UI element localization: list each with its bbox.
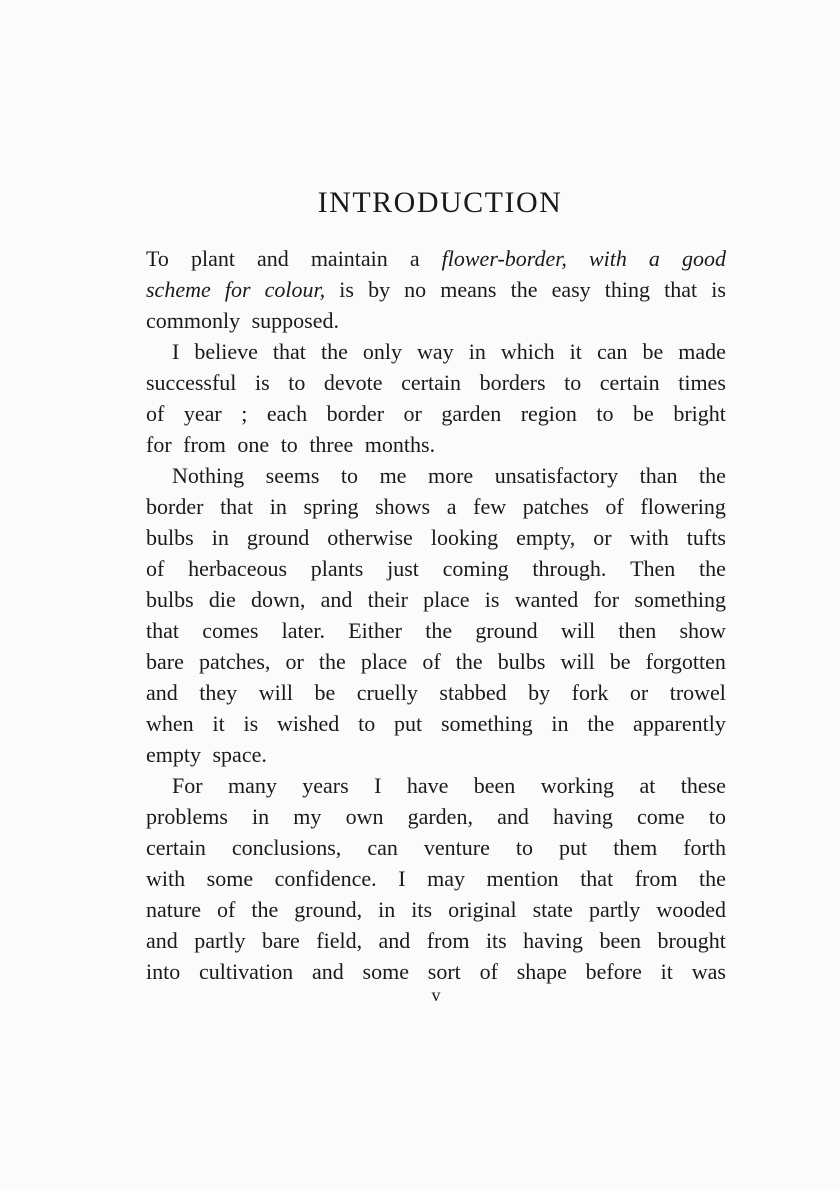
word: the (699, 556, 726, 581)
word: own (345, 804, 384, 829)
word: patches, (198, 649, 271, 674)
word: border (326, 401, 385, 426)
text-line (146, 274, 726, 305)
word: bulbs (146, 587, 194, 612)
text-line (146, 460, 726, 491)
word: at (639, 773, 656, 798)
word: to (515, 835, 533, 860)
word: years (302, 773, 349, 798)
word: these (680, 773, 726, 798)
word: means (440, 277, 497, 302)
word: or (403, 401, 422, 426)
word: they (199, 680, 238, 705)
word: seems (265, 463, 320, 488)
word: through. (532, 556, 607, 581)
word: shape (516, 959, 567, 984)
word: wanted (514, 587, 579, 612)
word: space. (212, 742, 267, 767)
text-line (146, 863, 726, 894)
text-line (146, 832, 726, 863)
word: of (146, 556, 165, 581)
word: that (272, 339, 306, 364)
word: wished (276, 711, 340, 736)
word: is (711, 277, 726, 302)
word: have (406, 773, 449, 798)
word: just (387, 556, 419, 581)
word: some (206, 866, 254, 891)
page-number: v (431, 985, 441, 1005)
word: flower-border, (441, 246, 567, 271)
word: be (633, 401, 654, 426)
word: mention (486, 866, 559, 891)
word: having (553, 804, 613, 829)
text-line (146, 770, 726, 801)
word: and (146, 928, 178, 953)
word: the (251, 897, 279, 922)
word: times (678, 370, 726, 395)
body-text (146, 243, 726, 987)
word: something (634, 587, 726, 612)
word: herbaceous (188, 556, 288, 581)
word: partly (194, 928, 246, 953)
word: be (609, 649, 631, 674)
word: the (587, 711, 615, 736)
word: may (427, 866, 465, 891)
word: garden (441, 401, 502, 426)
word: colour, (264, 277, 326, 302)
chapter-title: INTRODUCTION (317, 186, 563, 219)
word: Then (630, 556, 676, 581)
word: looking (430, 525, 499, 550)
word: only (362, 339, 402, 364)
word: put (559, 835, 588, 860)
word: of (422, 649, 441, 674)
word: maintain (310, 246, 388, 271)
word: will (258, 680, 293, 705)
word: commonly (146, 308, 241, 333)
word: is (243, 711, 259, 736)
word: in (211, 525, 229, 550)
word: coming (442, 556, 509, 581)
text-line (146, 491, 726, 522)
word: later. (281, 618, 326, 643)
word: I (374, 773, 382, 798)
word: my (293, 804, 322, 829)
word: from (183, 432, 226, 457)
word: apparently (633, 711, 726, 736)
text-line (146, 677, 726, 708)
word: its (485, 928, 507, 953)
word: venture (423, 835, 490, 860)
word: it (569, 339, 582, 364)
word: ground (246, 525, 310, 550)
word: forth (683, 835, 726, 860)
word: comes (202, 618, 259, 643)
word: spring (303, 494, 359, 519)
word: partly (588, 897, 641, 922)
word: successful (146, 370, 237, 395)
word: region (520, 401, 577, 426)
text-line (146, 615, 726, 646)
word: place (423, 587, 470, 612)
word: I (172, 339, 180, 364)
text-line (146, 367, 726, 398)
text-line (146, 553, 726, 584)
word: by (368, 277, 391, 302)
word: or (629, 680, 649, 705)
text-line (146, 925, 726, 956)
word: been (473, 773, 516, 798)
word: and (320, 587, 353, 612)
word: the (699, 463, 726, 488)
word: ground (475, 618, 538, 643)
word: bulbs (146, 525, 194, 550)
word: many (227, 773, 277, 798)
word: is (254, 370, 270, 395)
text-line (146, 739, 726, 770)
word: bare (261, 928, 300, 953)
word: three (309, 432, 354, 457)
word: Nothing (172, 463, 245, 488)
word: few (473, 494, 507, 519)
word: nature (146, 897, 201, 922)
word: months. (364, 432, 436, 457)
word: working (540, 773, 615, 798)
word: and (146, 680, 178, 705)
word: one (237, 432, 270, 457)
word: easy (551, 277, 591, 302)
word: plants (310, 556, 364, 581)
word: die (208, 587, 236, 612)
word: certain (401, 370, 461, 395)
text-line (146, 336, 726, 367)
word: Either (348, 618, 402, 643)
word: border (146, 494, 204, 519)
word: into (146, 959, 181, 984)
word: ; (241, 401, 248, 426)
word: with (146, 866, 186, 891)
word: bright (673, 401, 726, 426)
word: to (564, 370, 582, 395)
word: place (360, 649, 408, 674)
word: otherwise (327, 525, 413, 550)
word: some (362, 959, 409, 984)
word: than (639, 463, 678, 488)
word: in (468, 339, 486, 364)
word: bulbs (497, 649, 546, 674)
word: borders (479, 370, 546, 395)
word: the (318, 649, 346, 674)
word: the (320, 339, 348, 364)
word: of (146, 401, 165, 426)
text-line (146, 398, 726, 429)
word: thing (604, 277, 651, 302)
word: wooded (656, 897, 726, 922)
word: plant (190, 246, 235, 271)
word: each (266, 401, 308, 426)
word: in (378, 897, 396, 922)
word: and (378, 928, 411, 953)
word: come (637, 804, 685, 829)
word: when (146, 711, 194, 736)
word: garden, (407, 804, 473, 829)
word: then (618, 618, 657, 643)
word: before (585, 959, 642, 984)
word: scheme (146, 277, 211, 302)
word: tufts (686, 525, 726, 550)
word: of (217, 897, 236, 922)
word: ground, (294, 897, 363, 922)
word: and (257, 246, 289, 271)
word: from (634, 866, 678, 891)
word: having (523, 928, 584, 953)
word: certain (599, 370, 660, 395)
word: of (479, 959, 498, 984)
word: empty (146, 742, 201, 767)
word: it (660, 959, 673, 984)
word: their (367, 587, 408, 612)
word: believe (194, 339, 258, 364)
text-line (146, 429, 726, 460)
word: them (613, 835, 658, 860)
word: sort (427, 959, 461, 984)
word: to (358, 711, 376, 736)
word: good (681, 246, 726, 271)
word: be (314, 680, 336, 705)
word: to (340, 463, 359, 488)
word: and (311, 959, 344, 984)
word: that (664, 277, 698, 302)
word: cruelly (356, 680, 418, 705)
word: problems (146, 804, 228, 829)
word: that (220, 494, 254, 519)
word: can (596, 339, 628, 364)
word: in (252, 804, 270, 829)
text-line (146, 243, 726, 274)
word: To (146, 246, 169, 271)
word: a (648, 246, 660, 271)
word: down, (251, 587, 306, 612)
text-line (146, 646, 726, 677)
word: more (427, 463, 474, 488)
word: it (212, 711, 225, 736)
word: brought (657, 928, 726, 953)
word: or (285, 649, 304, 674)
text-line (146, 708, 726, 739)
word: or (593, 525, 612, 550)
word: field, (316, 928, 363, 953)
word: shows (375, 494, 431, 519)
word: in (269, 494, 287, 519)
text-line (146, 584, 726, 615)
word: to (288, 370, 306, 395)
word: certain (146, 835, 206, 860)
word: flowering (640, 494, 726, 519)
word: no (404, 277, 427, 302)
word: original (448, 897, 517, 922)
word: unsatisfactory (494, 463, 619, 488)
word: with (629, 525, 669, 550)
word: for (593, 587, 620, 612)
word: with (588, 246, 627, 271)
word: for (146, 432, 172, 457)
word: is (484, 587, 500, 612)
word: the (510, 277, 538, 302)
word: way (417, 339, 454, 364)
word: which (500, 339, 555, 364)
word: supposed. (251, 308, 339, 333)
word: For (172, 773, 203, 798)
text-line (146, 801, 726, 832)
word: be (642, 339, 664, 364)
word: to (596, 401, 614, 426)
word: that (146, 618, 179, 643)
word: the (699, 866, 726, 891)
word: a (409, 246, 420, 271)
word: fork (571, 680, 609, 705)
word: cultivation (199, 959, 294, 984)
word: conclusions, (231, 835, 342, 860)
word: and (497, 804, 529, 829)
word: its (411, 897, 433, 922)
word: bare (146, 649, 184, 674)
word: something (440, 711, 533, 736)
word: from (426, 928, 470, 953)
text-line (146, 305, 726, 336)
word: will (560, 649, 595, 674)
word: state (532, 897, 573, 922)
word: that (580, 866, 614, 891)
word: of (605, 494, 624, 519)
word: for (224, 277, 251, 302)
word: made (678, 339, 726, 364)
word: can (367, 835, 398, 860)
word: empty, (516, 525, 576, 550)
word: patches (522, 494, 589, 519)
text-line (146, 894, 726, 925)
word: put (394, 711, 423, 736)
word: stabbed (439, 680, 507, 705)
word: confidence. (274, 866, 377, 891)
word: a (446, 494, 457, 519)
word: is (339, 277, 354, 302)
word: to (708, 804, 726, 829)
word: year (183, 401, 222, 426)
text-line (146, 522, 726, 553)
word: will (560, 618, 596, 643)
word: was (691, 959, 726, 984)
word: by (528, 680, 551, 705)
word: devote (323, 370, 383, 395)
word: forgotten (645, 649, 726, 674)
word: show (679, 618, 726, 643)
word: in (551, 711, 569, 736)
word: me (379, 463, 407, 488)
word: the (455, 649, 483, 674)
word: the (425, 618, 453, 643)
word: trowel (669, 680, 726, 705)
word: I (398, 866, 406, 891)
word: to (280, 432, 298, 457)
word: been (599, 928, 642, 953)
